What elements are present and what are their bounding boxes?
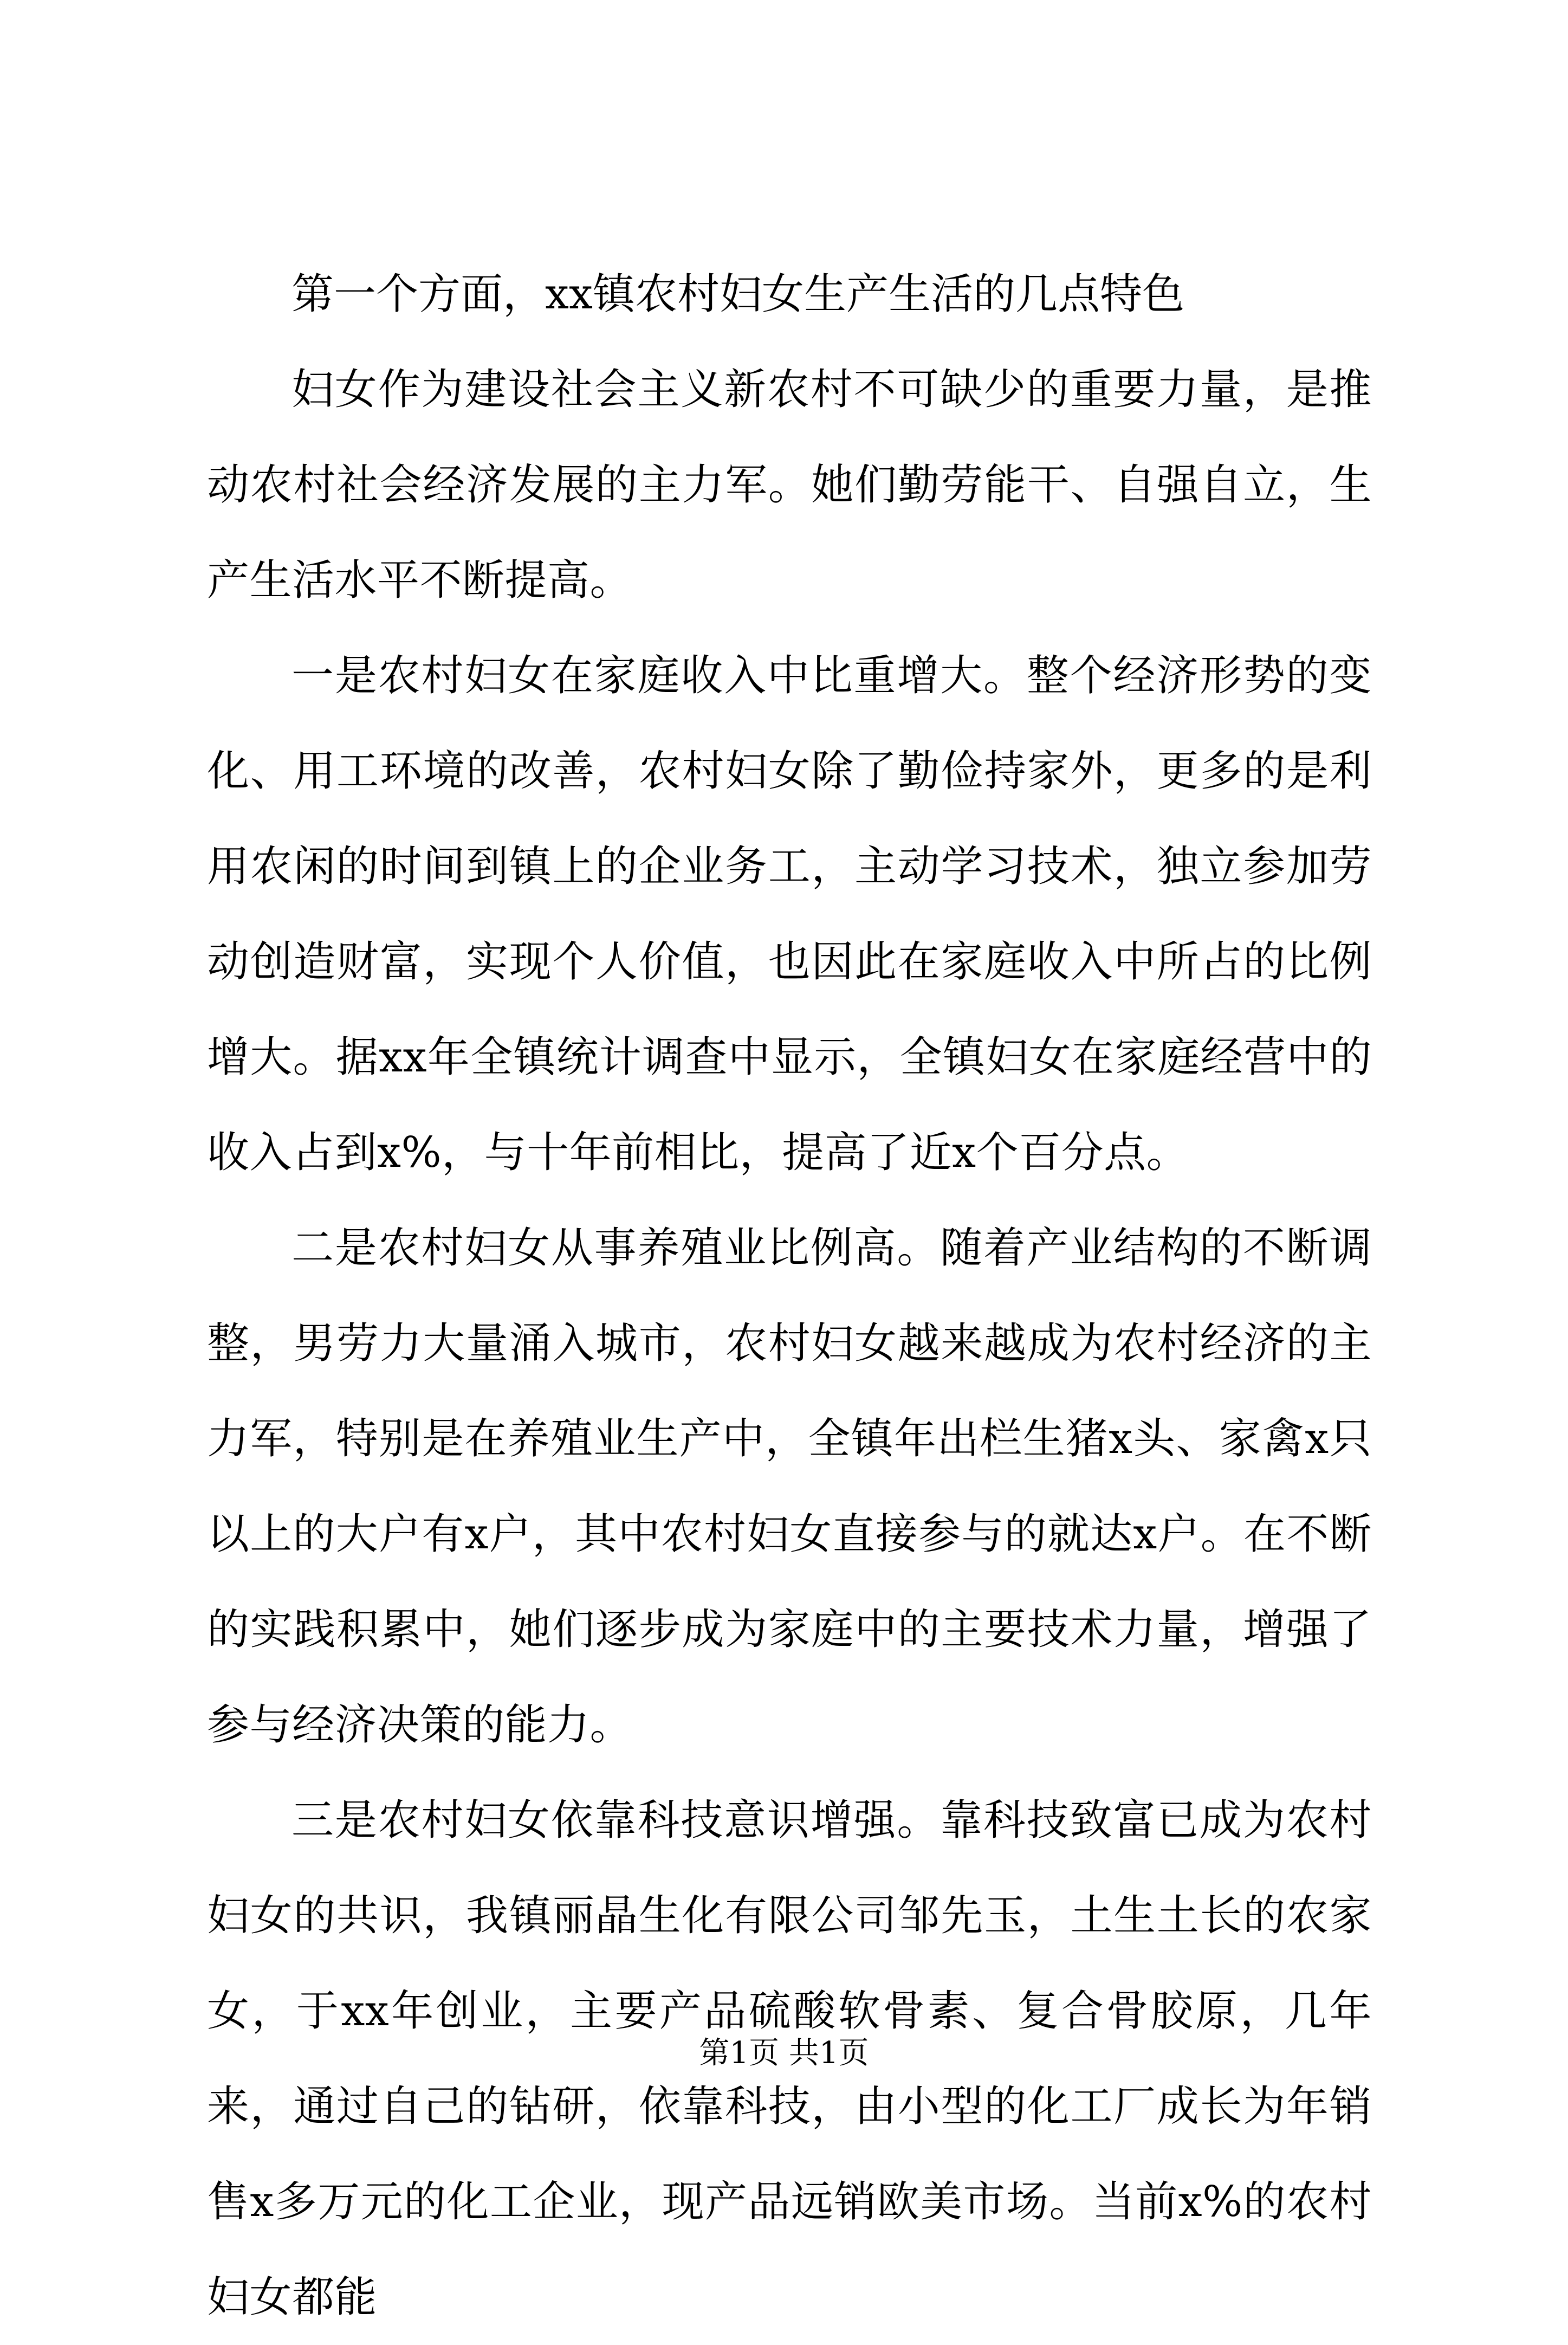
paragraph-point-3: 三是农村妇女依靠科技意识增强。靠科技致富已成为农村妇女的共识，我镇丽晶生化有限公司邹先玉，土生土长的农家女，于xx年创业，主要产品硫酸软骨素、复合骨胶原，几年来，通过自己的钻研，依靠科技，由小型的化工厂成长为年销售x多万元的化工企业，现产品远销欧美市场。当前x%的农村妇女都能 — [207, 1796, 1372, 2322]
section-heading: 第一个方面，xx镇农村妇女生产生活的几点特色 — [291, 270, 1184, 319]
page-number-footer: 第1页 共1页 — [699, 2036, 869, 2071]
paragraph-point-1: 一是农村妇女在家庭收入中比重增大。整个经济形势的变化、用工环境的改善，农村妇女除了勤俭持家外，更多的是利用农闲的时间到镇上的企业务工，主动学习技术，独立参加劳动创造财富，实现个人价值，也因此在家庭收入中所占的比例增大。据xx年全镇统计调查中显示，全镇妇女在家庭经营中的收入占到x%，与十年前相比，提高了近x个百分点。 — [207, 651, 1372, 1177]
paragraph-point-2: 二是农村妇女从事养殖业比例高。随着产业结构的不断调整，男劳力大量涌入城市，农村妇女越来越成为农村经济的主力军，特别是在养殖业生产中，全镇年出栏生猪x头、家禽x只以上的大户有x户，其中农村妇女直接参与的就达x户。在不断的实践积累中，她们逐步成为家庭中的主要技术力量，增强了参与经济决策的能力。 — [207, 1224, 1372, 1749]
document-body — [207, 247, 1372, 2345]
paragraph-intro: 妇女作为建设社会主义新农村不可缺少的重要力量，是推动农村社会经济发展的主力军。她们勤劳能干、自强自立，生产生活水平不断提高。 — [207, 365, 1372, 605]
